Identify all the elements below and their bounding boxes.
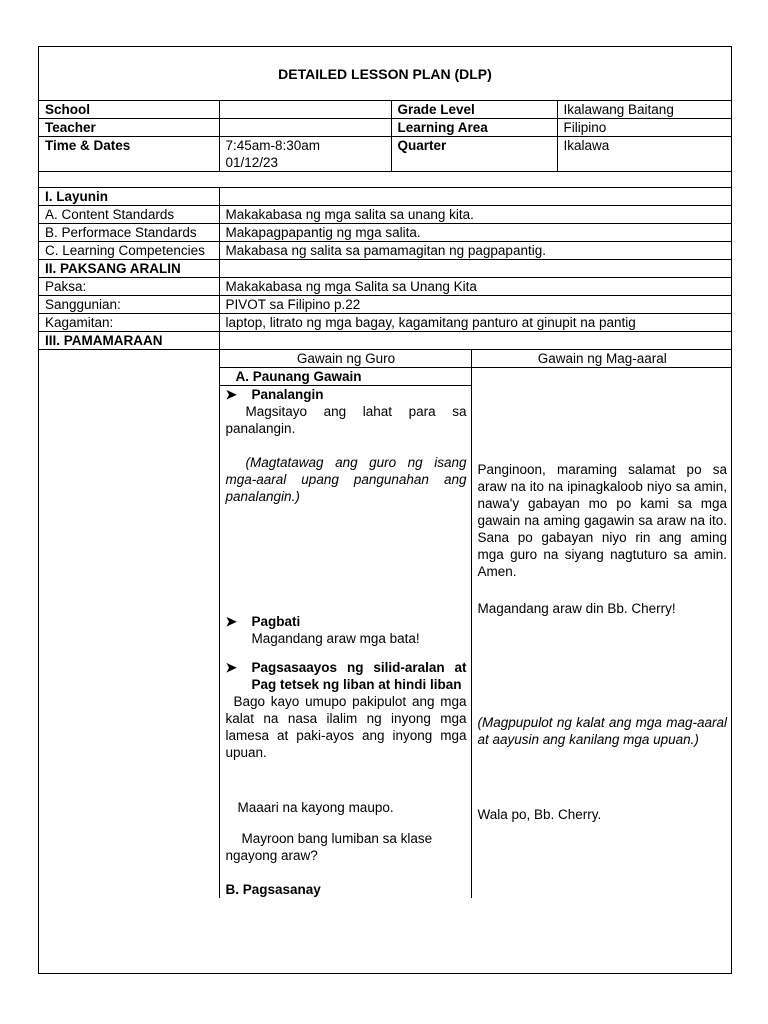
- teacher-label: Teacher: [39, 119, 219, 137]
- arrowhead-bullet-icon: ➤: [225, 614, 237, 629]
- pagsasaayos-text: Bago kayo umupo pakipulot ang mga kalat na nasa ilalim ng inyong mga lamesa at paki-ayos ang inyong mga upuan.: [225, 694, 467, 760]
- grade-level-label: Grade Level: [391, 101, 557, 119]
- panalangin-note: (Magtatawag ang guro ng isang mga-aaral upang pangunahan ang panalangin.): [225, 455, 467, 504]
- layunin-heading: I. Layunin: [39, 188, 219, 206]
- header-table: [39, 101, 731, 188]
- school-label: School: [39, 101, 219, 119]
- date-value: 01/12/23: [225, 155, 279, 170]
- paksa-row: [39, 278, 731, 296]
- performance-standards-value: Makapagpapantig ng mga salita.: [219, 224, 731, 242]
- procedure-table: [39, 350, 731, 898]
- quarter-value: Ikalawa: [557, 137, 731, 172]
- procedure-left-blank: [39, 350, 219, 898]
- arrowhead-bullet-icon: ➤: [225, 660, 237, 675]
- layunin-heading-blank: [219, 188, 731, 206]
- pagsasaayos-title: Pagsasaayos ng silid-aralan at Pag tetsek ng liban at hindi liban: [251, 660, 467, 692]
- kagamitan-label: Kagamitan:: [39, 314, 219, 332]
- lesson-plan-document: [38, 46, 732, 974]
- performance-standards-label: B. Performace Standards: [39, 224, 219, 242]
- paksang-heading: II. PAKSANG ARALIN: [39, 260, 219, 278]
- document-title: DETAILED LESSON PLAN (DLP): [39, 47, 731, 101]
- kagamitan-value: laptop, litrato ng mga bagay, kagamitang panturo at ginupit na pantig: [219, 314, 731, 332]
- pagbati-response: Magandang araw din Bb. Cherry!: [477, 601, 676, 616]
- objectives-table: [39, 188, 731, 350]
- performance-standards-row: [39, 224, 731, 242]
- lumiban-response: Wala po, Bb. Cherry.: [477, 807, 602, 822]
- time-dates-value: [219, 137, 391, 172]
- header-row-time: [39, 137, 731, 172]
- paksa-label: Paksa:: [39, 278, 219, 296]
- time-value: 7:45am-8:30am: [225, 138, 321, 153]
- kagamitan-row: [39, 314, 731, 332]
- sanggunian-row: [39, 296, 731, 314]
- section-a-heading: A. Paunang Gawain: [219, 368, 471, 386]
- quarter-label: Quarter: [391, 137, 557, 172]
- time-dates-label: Time & Dates: [39, 137, 219, 172]
- teacher-value: [219, 119, 391, 137]
- paksa-value: Makakabasa ng mga Salita sa Unang Kita: [219, 278, 731, 296]
- col-guro-header: Gawain ng Guro: [219, 350, 471, 368]
- pamamaraan-heading-blank: [219, 332, 731, 350]
- paksang-heading-row: [39, 260, 731, 278]
- procedure-columns-row: [39, 350, 731, 368]
- layunin-heading-row: [39, 188, 731, 206]
- header-row-school: [39, 101, 731, 119]
- pamamaraan-heading: III. PAMAMARAAN: [39, 332, 219, 350]
- pagsasaayos-response: (Magpupulot ng kalat ang mga mag-aaral at aayusin ang kanilang mga upuan.): [477, 715, 727, 747]
- maupo-text: Maaari na kayong maupo.: [237, 800, 394, 815]
- content-standards-value: Makakabasa ng mga salita sa unang kita.: [219, 206, 731, 224]
- pamamaraan-heading-row: [39, 332, 731, 350]
- learning-competencies-row: [39, 242, 731, 260]
- learning-area-value: Filipino: [557, 119, 731, 137]
- learning-competencies-label: C. Learning Competencies: [39, 242, 219, 260]
- sanggunian-value: PIVOT sa Filipino p.22: [219, 296, 731, 314]
- learning-competencies-value: Makabasa ng salita sa pamamagitan ng pagpapantig.: [219, 242, 731, 260]
- arrowhead-bullet-icon: ➤: [225, 387, 237, 402]
- header-row-teacher: [39, 119, 731, 137]
- teacher-activity-cell: [219, 386, 471, 899]
- pagbati-title: Pagbati: [251, 614, 301, 629]
- pagsasaayos-item: [226, 659, 467, 693]
- content-standards-row: [39, 206, 731, 224]
- pagbati-text: Magandang araw mga bata!: [251, 631, 420, 646]
- panalangin-title: Panalangin: [251, 387, 324, 402]
- panalangin-response: Panginoon, maraming salamat po sa araw na ito na ipinagkaloob niyo sa amin, nawa'y gabayan mo po kami sa mga gawain na aming gagawin sa araw na ito. Sana po gabayan niyo rin ang aming mga guro na siyang nagtuturo sa amin. Amen.: [477, 462, 727, 579]
- sanggunian-label: Sanggunian:: [39, 296, 219, 314]
- lumiban-text: Mayroon bang lumiban sa klase ngayong araw?: [225, 831, 433, 863]
- content-standards-label: A. Content Standards: [39, 206, 219, 224]
- grade-level-value: Ikalawang Baitang: [557, 101, 731, 119]
- panalangin-text: Magsitayo ang lahat para sa panalangin.: [225, 404, 467, 436]
- student-activity-cell: [471, 368, 731, 899]
- pagbati-item: [226, 613, 467, 630]
- paksang-heading-blank: [219, 260, 731, 278]
- section-b-heading: B. Pagsasanay: [225, 882, 321, 897]
- spacer-row: [39, 172, 731, 188]
- col-aaral-header: Gawain ng Mag-aaral: [471, 350, 731, 368]
- learning-area-label: Learning Area: [391, 119, 557, 137]
- panalangin-item: [226, 386, 467, 403]
- school-value: [219, 101, 391, 119]
